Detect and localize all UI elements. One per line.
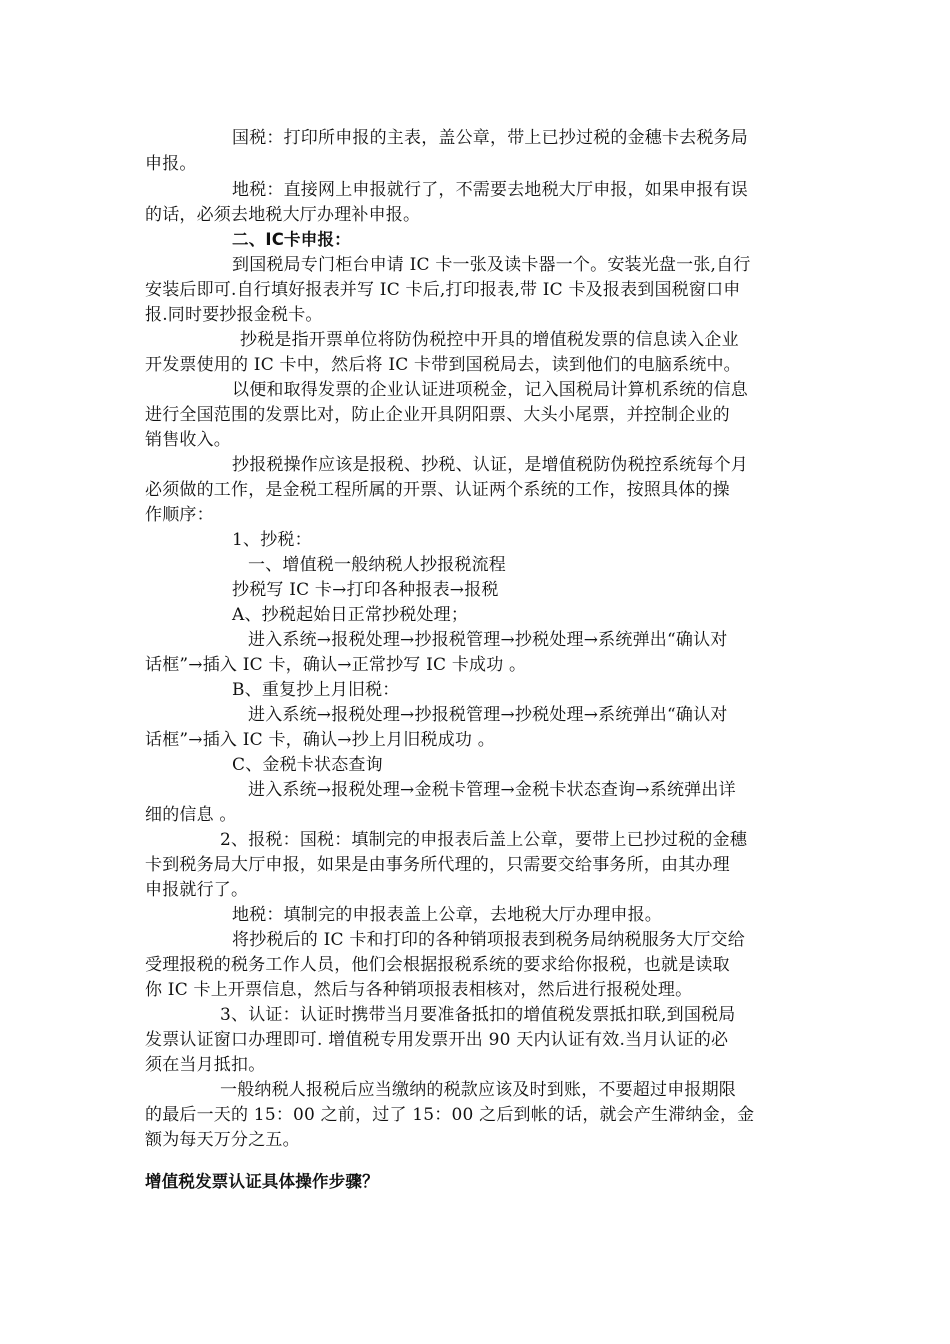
list-item: 一、增值税一般纳税人抄报税流程 — [248, 555, 506, 575]
paragraph-line: 抄报税操作应该是报税、抄税、认证，是增值税防伪税控系统每个月 — [232, 455, 748, 475]
paragraph-line: 话框”→插入 IC 卡，确认→正常抄写 IC 卡成功 。 — [145, 655, 527, 675]
paragraph-line: 地税：填制完的申报表盖上公章，去地税大厅办理申报。 — [232, 905, 662, 925]
paragraph-line: 申报。 — [145, 154, 197, 174]
paragraph-line: 进入系统→报税处理→抄报税管理→抄税处理→系统弹出“确认对 — [248, 705, 728, 725]
paragraph-line: 进行全国范围的发票比对，防止企业开具阴阳票、大头小尾票，并控制企业的 — [145, 405, 730, 425]
paragraph-line: 进入系统→报税处理→金税卡管理→金税卡状态查询→系统弹出详 — [248, 780, 736, 800]
paragraph-line: 一般纳税人报税后应当缴纳的税款应该及时到账，不要超过申报期限 — [220, 1080, 736, 1100]
paragraph-line: 安装后即可.自行填好报表并写 IC 卡后,打印报表,带 IC 卡及报表到国税窗口申 — [145, 280, 741, 300]
paragraph-line: 地税：直接网上申报就行了，不需要去地税大厅申报，如果申报有误 — [232, 180, 748, 200]
section-title: 增值税发票认证具体操作步骤？ — [145, 1172, 379, 1191]
paragraph-line: 报.同时要抄报金税卡。 — [145, 305, 323, 325]
paragraph-line: 额为每天万分之五。 — [145, 1130, 300, 1150]
paragraph-line: 以便和取得发票的企业认证进项税金，记入国税局计算机系统的信息 — [232, 380, 748, 400]
paragraph-line: 将抄税后的 IC 卡和打印的各种销项报表到税务局纳税服务大厅交给 — [232, 930, 745, 950]
list-item: 1、抄税： — [232, 530, 312, 550]
paragraph-line: 进入系统→报税处理→抄报税管理→抄税处理→系统弹出“确认对 — [248, 630, 728, 650]
paragraph-line: 发票认证窗口办理即可. 增值税专用发票开出 90 天内认证有效.当月认证的必 — [145, 1030, 729, 1050]
paragraph-line: 必须做的工作，是金税工程所属的开票、认证两个系统的工作，按照具体的操 — [145, 480, 730, 500]
paragraph-line: 的最后一天的 15：00 之前，过了 15：00 之后到帐的话，就会产生滞纳金，金 — [145, 1105, 755, 1125]
paragraph-line: 销售收入。 — [145, 430, 231, 450]
list-item: C、金税卡状态查询 — [232, 755, 383, 775]
list-item: 2、报税：国税：填制完的申报表后盖上公章，要带上已抄过税的金穗 — [220, 830, 748, 850]
paragraph-line: 的话，必须去地税大厅办理补申报。 — [145, 205, 421, 225]
paragraph-line: 须在当月抵扣。 — [145, 1055, 266, 1075]
paragraph-line: 到国税局专门柜台申请 IC 卡一张及读卡器一个。安装光盘一张,自行 — [232, 255, 751, 275]
section-heading: 二、IC卡申报： — [232, 230, 351, 249]
paragraph-line: 受理报税的税务工作人员，他们会根据报税系统的要求给你报税，也就是读取 — [145, 955, 730, 975]
paragraph-line: 卡到税务局大厅申报，如果是由事务所代理的，只需要交给事务所，由其办理 — [145, 855, 730, 875]
paragraph-line: 细的信息 。 — [145, 805, 237, 825]
paragraph-line: 国税：打印所申报的主表，盖公章，带上已抄过税的金穗卡去税务局 — [232, 128, 748, 148]
paragraph-line: 话框”→插入 IC 卡，确认→抄上月旧税成功 。 — [145, 730, 495, 750]
paragraph-line: 开发票使用的 IC 卡中，然后将 IC 卡带到国税局去，读到他们的电脑系统中。 — [145, 355, 741, 375]
list-item: 抄税写 IC 卡→打印各种报表→报税 — [232, 580, 499, 600]
paragraph-line: 你 IC 卡上开票信息，然后与各种销项报表相核对，然后进行报税处理。 — [145, 980, 693, 1000]
paragraph-line: 抄税是指开票单位将防伪税控中开具的增值税发票的信息读入企业 — [240, 330, 739, 350]
paragraph-line: 申报就行了。 — [145, 880, 249, 900]
list-item: B、重复抄上月旧税： — [232, 680, 400, 700]
list-item: A、抄税起始日正常抄税处理； — [232, 605, 469, 625]
paragraph-line: 作顺序： — [145, 505, 214, 525]
list-item: 3、认证：认证时携带当月要准备抵扣的增值税发票抵扣联,到国税局 — [220, 1005, 736, 1025]
